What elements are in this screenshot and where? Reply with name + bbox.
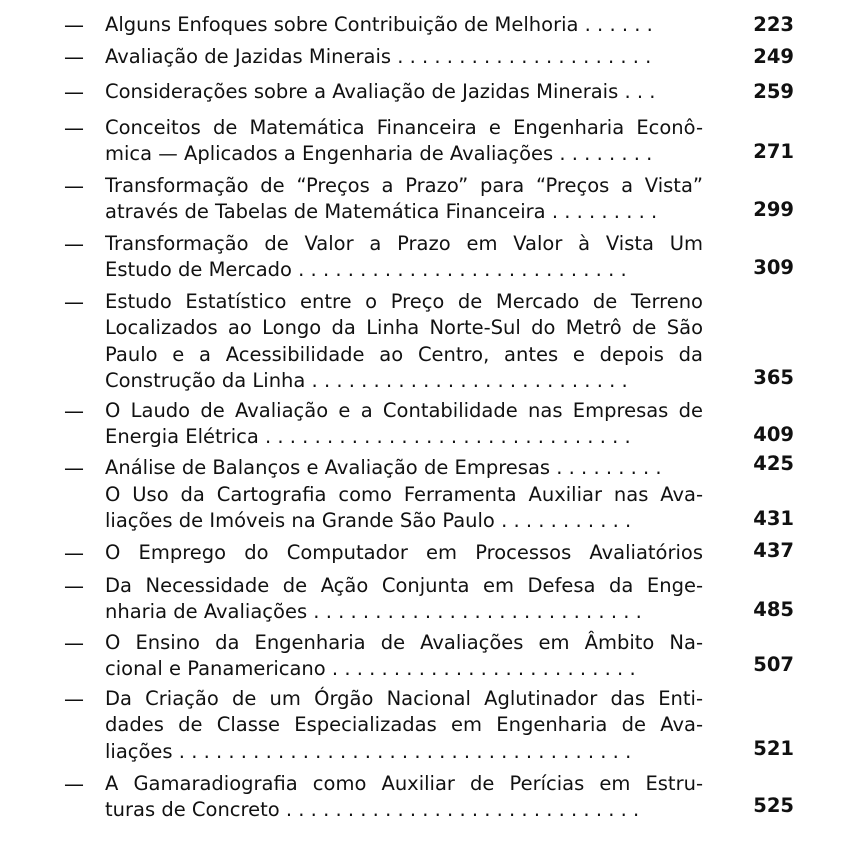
entry-line: Conceitos de Matemática Financeira e Engenharia Econô- <box>105 116 703 139</box>
entry-dash: — <box>64 631 84 655</box>
entry-line: através de Tabelas de Matemática Financeira . . . . . . . . . <box>105 200 658 224</box>
entry-title <box>105 540 703 566</box>
entry-title <box>105 398 703 451</box>
entry-line: Da Necessidade de Ação Conjunta em Defesa da Enge- <box>105 574 703 597</box>
entry-line: A Gamaradiografia como Auxiliar de Perícias em Estru- <box>105 772 703 795</box>
entry-title <box>105 289 703 395</box>
entry-page-number: 437 <box>753 539 794 562</box>
entry-dash: — <box>64 541 84 565</box>
entry-dash: — <box>64 13 84 37</box>
entry-dash: — <box>64 174 84 198</box>
entry-title <box>105 173 703 226</box>
entry-dash: — <box>64 290 84 314</box>
entry-line: O Ensino da Engenharia de Avaliações em Âmbito Na- <box>105 631 703 654</box>
entry-dash: — <box>64 456 84 480</box>
entry-page-number: 259 <box>753 80 794 103</box>
entry-line: O Laudo de Avaliação e a Contabilidade nas Empresas de <box>105 399 703 422</box>
entry-title <box>105 771 703 824</box>
entry-line: Da Criação de um Órgão Nacional Aglutinador das Enti- <box>105 687 703 710</box>
entry-dash: — <box>64 687 84 711</box>
entry-line: O Emprego do Computador em Processos Avaliatórios <box>105 541 703 564</box>
entry-dash: — <box>64 772 84 796</box>
entry-title <box>105 573 703 626</box>
entry-page-number: 485 <box>753 598 794 621</box>
entry-line: O Uso da Cartografia como Ferramenta Auxiliar nas Ava- <box>105 483 703 506</box>
entry-line: Paulo e a Acessibilidade ao Centro, antes e depois da <box>105 342 703 366</box>
entry-page-number: 425 <box>753 452 794 475</box>
entry-line: Alguns Enfoques sobre Contribuição de Melhoria . . . . . . <box>105 13 653 36</box>
entry-title <box>105 231 703 284</box>
entry-line: mica — Aplicados a Engenharia de Avaliações . . . . . . . . <box>105 142 653 166</box>
entry-line: liações de Imóveis na Grande São Paulo . . . . . . . . . . . <box>105 509 632 533</box>
entry-dash: — <box>64 574 84 598</box>
entry-title <box>105 79 703 105</box>
entry-title <box>105 482 703 535</box>
entry-page-number: 223 <box>753 13 794 36</box>
entry-page-number: 525 <box>753 794 794 817</box>
entry-page-number: 271 <box>753 140 794 163</box>
entry-page-number: 409 <box>753 423 794 446</box>
entry-line: Avaliação de Jazidas Minerais . . . . . . . . . . . . . . . . . . . . . <box>105 45 652 68</box>
entry-line: Localizados ao Longo da Linha Norte-Sul do Metrô de São <box>105 316 703 340</box>
entry-dash: — <box>64 399 84 423</box>
entry-line: Energia Elétrica . . . . . . . . . . . . . . . . . . . . . . . . . . . . . . <box>105 425 631 449</box>
entry-line: Transformação de Valor a Prazo em Valor à Vista Um <box>105 232 703 255</box>
entry-page-number: 431 <box>753 507 794 530</box>
entry-title <box>105 115 703 168</box>
entry-title <box>105 44 703 70</box>
entry-page-number: 365 <box>753 366 794 389</box>
entry-line: turas de Concreto . . . . . . . . . . . . . . . . . . . . . . . . . . . . . <box>105 798 640 822</box>
entry-line: Construção da Linha . . . . . . . . . . . . . . . . . . . . . . . . . . <box>105 369 628 393</box>
entry-line: nharia de Avaliações . . . . . . . . . . . . . . . . . . . . . . . . . . . <box>105 600 642 624</box>
entry-line: dades de Classe Especializadas em Engenharia de Ava- <box>105 713 703 737</box>
entry-page-number: 507 <box>753 653 794 676</box>
entry-page-number: 521 <box>753 737 794 760</box>
entry-dash: — <box>64 116 84 140</box>
entry-line: Transformação de “Preços a Prazo” para “Preços a Vista” <box>105 174 703 197</box>
entry-dash: — <box>64 80 84 104</box>
entry-title <box>105 686 703 765</box>
entry-page-number: 299 <box>753 198 794 221</box>
entry-line: Estudo Estatístico entre o Preço de Mercado de Terreno <box>105 290 703 313</box>
entry-line: Estudo de Mercado . . . . . . . . . . . . . . . . . . . . . . . . . . . <box>105 258 627 282</box>
entry-title <box>105 455 703 481</box>
entry-dash: — <box>64 232 84 256</box>
entry-page-number: 309 <box>753 256 794 279</box>
entry-dash: — <box>64 45 84 69</box>
entry-page-number: 249 <box>753 45 794 68</box>
entry-line: cional e Panamericano . . . . . . . . . . . . . . . . . . . . . . . . . <box>105 657 636 681</box>
entry-title <box>105 630 703 683</box>
entry-line: Considerações sobre a Avaliação de Jazidas Minerais . . . <box>105 80 656 103</box>
entry-title <box>105 12 703 38</box>
entry-line: Análise de Balanços e Avaliação de Empresas . . . . . . . . . <box>105 456 662 479</box>
entry-line: liações . . . . . . . . . . . . . . . . . . . . . . . . . . . . . . . . . . . . . <box>105 739 632 763</box>
